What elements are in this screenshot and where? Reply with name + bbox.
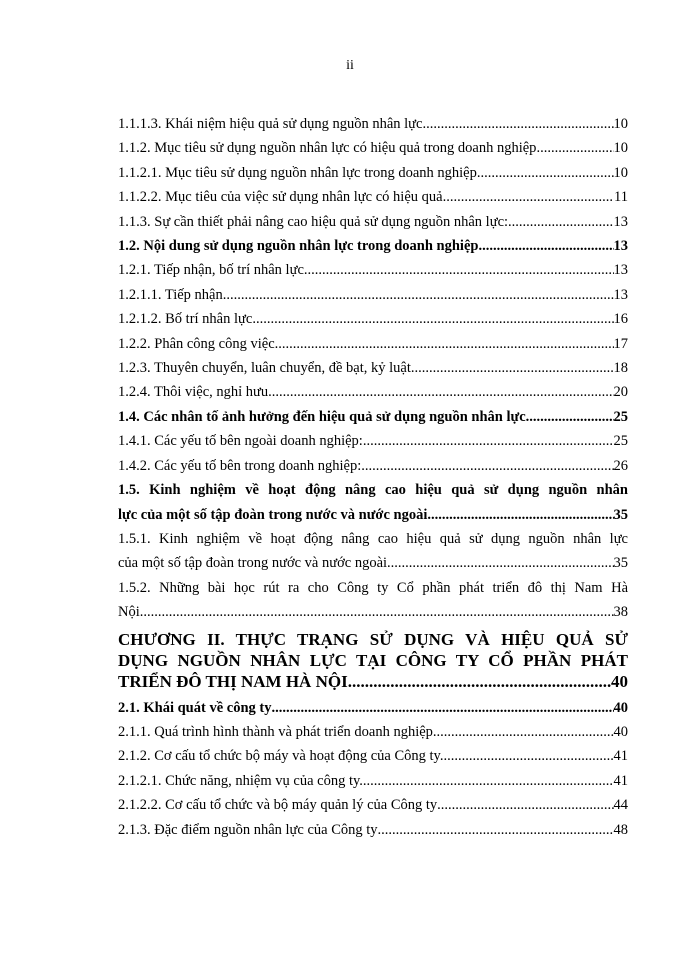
toc-entry-1-1-2-1[interactable] xyxy=(118,161,628,185)
dot-leader xyxy=(437,793,613,817)
toc-entry-title: 1.1.1.3. Khái niệm hiệu quả sử dụng nguồn nhân lực xyxy=(118,116,423,132)
dot-leader xyxy=(378,818,614,842)
toc-entry-1-4[interactable] xyxy=(118,405,628,429)
toc-entry-2-1[interactable] xyxy=(118,696,628,720)
toc-entry-page: 35 xyxy=(613,506,628,523)
dot-leader xyxy=(143,600,613,624)
dot-leader xyxy=(363,769,614,793)
toc-entry-title-line1: 1.5.1. Kinh nghiệm về hoạt động nâng cao hiệu quả sử dụng nguồn nhân lực xyxy=(118,530,628,547)
toc-entry-title-line2: Nội. xyxy=(118,604,144,621)
toc-entry-page: 20 xyxy=(613,384,628,401)
toc-entry-title-line1: 1.5. Kinh nghiệm về hoạt động nâng cao hiệu quả sử dụng nguồn nhân xyxy=(118,482,628,499)
toc-entry-title: 1.4.2. Các yếu tố bên trong doanh nghiệp: xyxy=(118,457,362,474)
dot-leader xyxy=(526,405,614,429)
toc-entry-title: 1.2.4. Thôi việc, nghỉ hưu xyxy=(118,384,269,401)
dot-leader xyxy=(422,112,613,136)
toc-entry-title: 1.1.2.1. Mục tiêu sử dụng nguồn nhân lực trong doanh nghiệp xyxy=(118,164,477,181)
dot-leader xyxy=(391,551,614,575)
toc-entry-title: 1.2.1. Tiếp nhận, bố trí nhân lực xyxy=(118,262,304,279)
toc-entry-2-1-3[interactable] xyxy=(118,818,628,842)
dot-leader xyxy=(433,720,614,744)
toc-entry-title-line2: của một số tập đoàn trong nước và nước ngoài. xyxy=(118,555,391,572)
toc-entry-1-5-2[interactable] xyxy=(118,576,628,625)
dot-leader xyxy=(477,161,614,185)
toc-entry-page: 10 xyxy=(613,140,628,157)
toc-entry-2-1-2-2[interactable] xyxy=(118,793,628,817)
toc-entry-2-1-2[interactable] xyxy=(118,744,628,768)
toc-entry-page: 44 xyxy=(613,797,628,814)
toc-entry-1-2-1-1[interactable] xyxy=(118,283,628,307)
toc-entry-title: 2.1. Khái quát về công ty xyxy=(118,699,272,716)
dot-leader xyxy=(361,454,613,478)
toc-entry-1-1-2-2[interactable] xyxy=(118,185,628,209)
toc-entry-page: 10 xyxy=(613,164,628,181)
toc-entry-2-1-2-1[interactable] xyxy=(118,769,628,793)
toc-entry-page: 35 xyxy=(613,555,628,572)
toc-entry-title: 1.1.3. Sự cần thiết phải nâng cao hiệu quả sử dụng nguồn nhân lực: xyxy=(118,213,509,230)
toc-entry-title-line2: lực của một số tập đoàn trong nước và nước ngoài. xyxy=(118,506,431,523)
toc-entry-title: 2.1.1. Quá trình hình thành và phát triển doanh nghiệp xyxy=(118,723,433,740)
toc-entry-1-4-1[interactable] xyxy=(118,429,628,453)
toc-entry-page: 41 xyxy=(613,772,628,789)
table-of-contents xyxy=(118,112,628,842)
toc-entry-title: 1.2. Nội dung sử dụng nguồn nhân lực trong doanh nghiệp xyxy=(118,238,479,255)
toc-entry-title: 1.2.1.1. Tiếp nhận xyxy=(118,286,223,303)
toc-entry-1-2-4[interactable] xyxy=(118,380,628,404)
dot-leader xyxy=(431,503,614,527)
chapter-title-line1: CHƯƠNG II. THỰC TRẠNG SỬ DỤNG VÀ HIỆU QUẢ SỬ xyxy=(118,629,628,649)
dot-leader xyxy=(536,136,613,160)
dot-leader xyxy=(443,744,613,768)
toc-entry-title: 1.1.2. Mục tiêu sử dụng nguồn nhân lực có hiệu quả trong doanh nghiệp xyxy=(118,140,537,157)
toc-entry-1-2-3[interactable] xyxy=(118,356,628,380)
toc-entry-title: 2.1.2. Cơ cấu tổ chức bộ máy và hoạt động của Công ty. xyxy=(118,748,444,765)
toc-entry-1-2-1-2[interactable] xyxy=(118,307,628,331)
toc-entry-page: 25 xyxy=(613,408,628,425)
toc-entry-1-5-1[interactable] xyxy=(118,527,628,576)
toc-entry-page: 40 xyxy=(613,723,628,740)
toc-entry-page: 26 xyxy=(613,457,628,474)
dot-leader xyxy=(363,429,614,453)
toc-entry-title: 1.2.2. Phân công công việc xyxy=(118,335,275,352)
dot-leader xyxy=(252,307,613,331)
page-number: ii xyxy=(346,58,354,73)
dot-leader xyxy=(508,210,613,234)
dot-leader xyxy=(268,380,613,404)
toc-entry-2-1-1[interactable] xyxy=(118,720,628,744)
dot-leader xyxy=(223,283,614,307)
toc-entry-title: 1.4.1. Các yếu tố bên ngoài doanh nghiệp: xyxy=(118,433,363,450)
toc-entry-title: 2.1.2.1. Chức năng, nhiệm vụ của công ty. xyxy=(118,772,363,789)
toc-entry-title-line1: 1.5.2. Những bài học rút ra cho Công ty Cổ phần phát triển đô thị Nam Hà xyxy=(118,579,628,596)
dot-leader xyxy=(443,185,614,209)
toc-entry-page: 17 xyxy=(613,335,628,352)
dot-leader xyxy=(411,356,614,380)
toc-entry-1-2-1[interactable] xyxy=(118,258,628,282)
toc-entry-1-5[interactable] xyxy=(118,478,628,527)
toc-entry-page: 11 xyxy=(614,189,628,206)
toc-entry-page: 13 xyxy=(613,238,628,255)
toc-entry-title: 2.1.2.2. Cơ cấu tổ chức và bộ máy quản lý của Công ty xyxy=(118,797,438,814)
toc-entry-page: 40 xyxy=(611,671,628,691)
toc-entry-page: 16 xyxy=(613,311,628,328)
toc-entry-title: 1.4. Các nhân tố ảnh hưởng đến hiệu quả sử dụng nguồn nhân lực xyxy=(118,408,526,425)
toc-entry-chapter-2[interactable] xyxy=(118,629,628,692)
chapter-title-line2: DỤNG NGUỒN NHÂN LỰC TẠI CÔNG TY CỔ PHẦN PHÁT xyxy=(118,650,628,670)
dot-leader xyxy=(348,671,611,692)
dot-leader xyxy=(304,258,614,282)
toc-entry-1-1-2[interactable] xyxy=(118,136,628,160)
toc-entry-page: 13 xyxy=(613,262,628,279)
toc-entry-title: 1.2.1.2. Bố trí nhân lực xyxy=(118,311,253,328)
toc-entry-page: 41 xyxy=(613,748,628,765)
toc-entry-page: 38 xyxy=(613,604,628,621)
toc-entry-1-1-3[interactable] xyxy=(118,210,628,234)
toc-entry-page: 40 xyxy=(613,699,628,716)
toc-entry-title: 2.1.3. Đặc điểm nguồn nhân lực của Công ty xyxy=(118,821,378,838)
toc-entry-title: 1.2.3. Thuyên chuyển, luân chuyển, đề bạt, kỷ luật xyxy=(118,360,411,377)
toc-entry-1-1-1-3[interactable] xyxy=(118,112,628,136)
toc-entry-page: 13 xyxy=(613,286,628,303)
toc-entry-page: 13 xyxy=(613,213,628,230)
dot-leader xyxy=(275,332,614,356)
toc-entry-page: 18 xyxy=(613,360,628,377)
dot-leader xyxy=(271,696,613,720)
toc-entry-1-2[interactable] xyxy=(118,234,628,258)
toc-entry-title: 1.1.2.2. Mục tiêu của việc sử dụng nhân lực có hiệu quả xyxy=(118,189,443,206)
dot-leader xyxy=(478,234,613,258)
toc-entry-1-2-2[interactable] xyxy=(118,332,628,356)
chapter-title-line3: TRIỂN ĐÔ THỊ NAM HÀ NỘI xyxy=(118,671,348,691)
toc-entry-page: 48 xyxy=(613,821,628,838)
toc-entry-page: 25 xyxy=(613,433,628,450)
toc-entry-1-4-2[interactable] xyxy=(118,454,628,478)
toc-entry-page: 10 xyxy=(613,116,628,132)
